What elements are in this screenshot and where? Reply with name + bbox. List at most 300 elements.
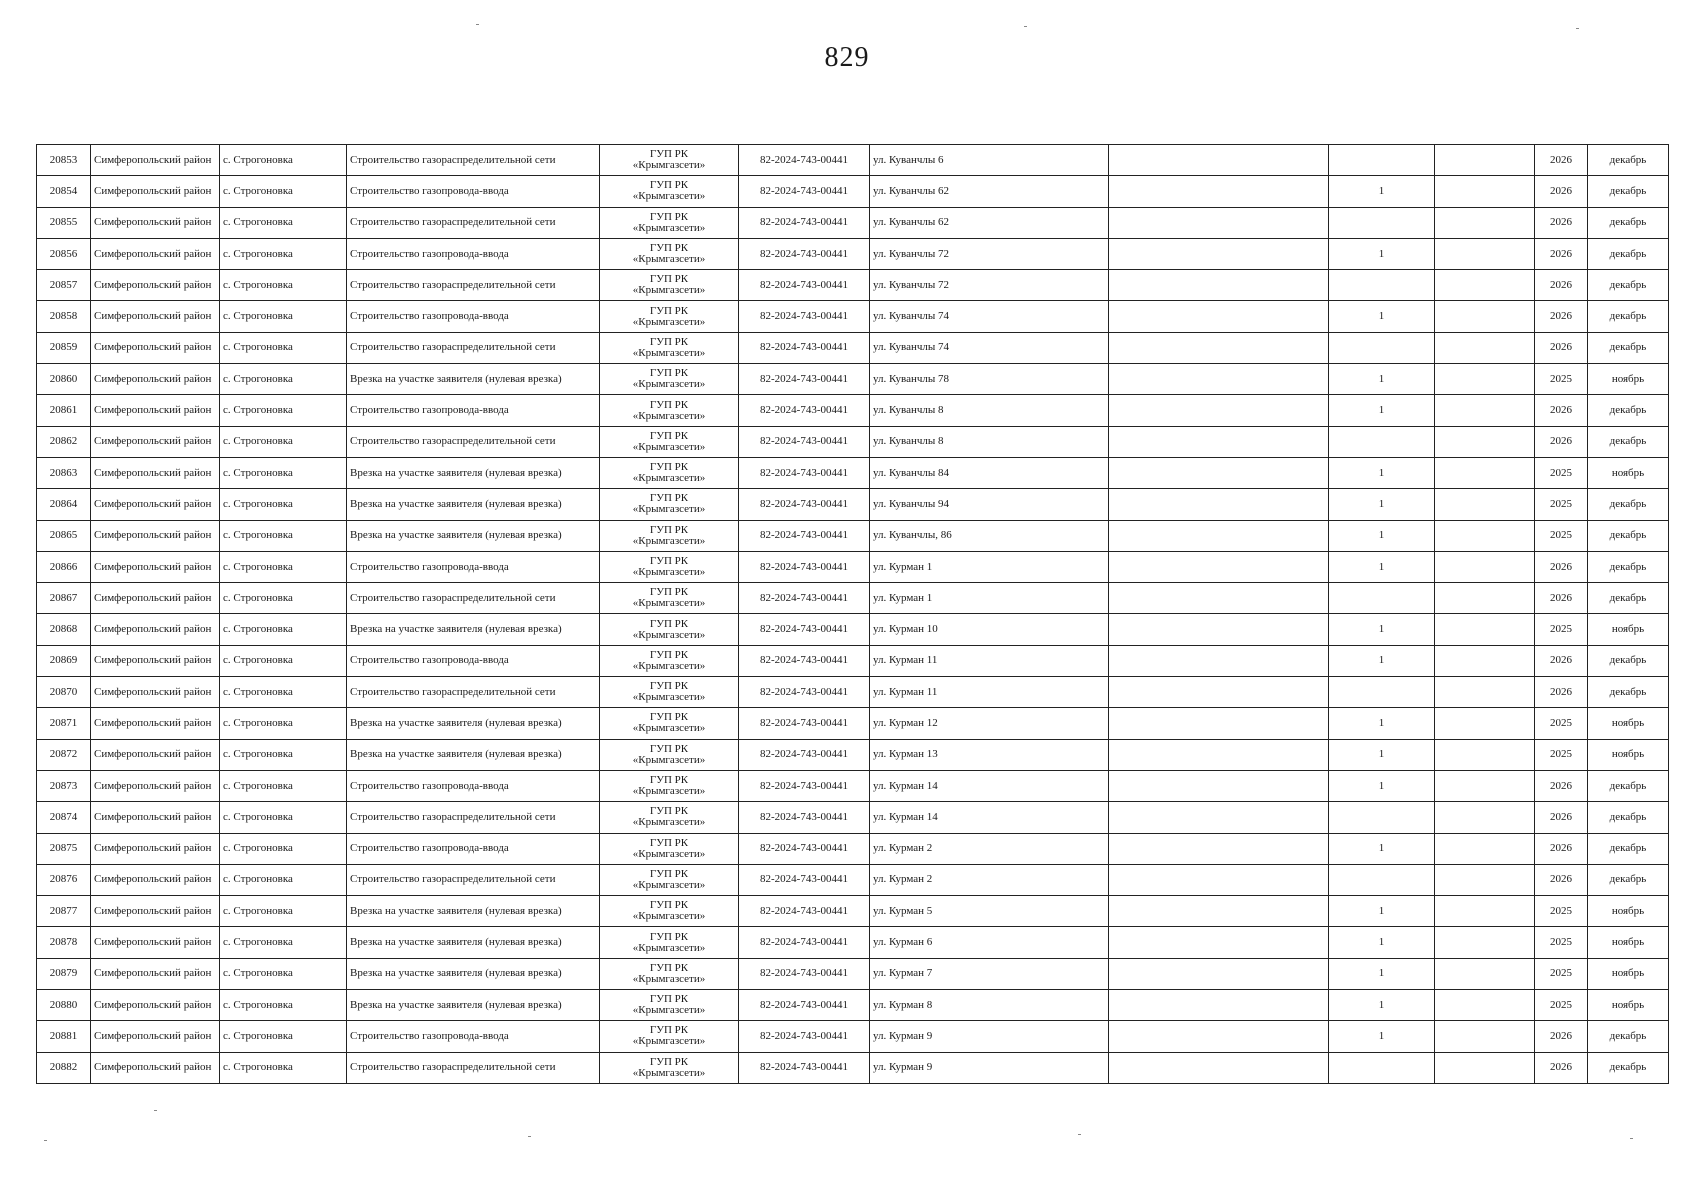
work-type-cell: Строительство газопровода-ввода [347,301,600,332]
row-number: 20874 [37,802,91,833]
organization-cell [600,395,739,426]
organization-brand: «Крымгазсети» [632,315,706,328]
organization-cell [600,270,739,301]
address-cell: ул. Куванчлы 74 [870,301,1109,332]
address-cell: ул. Куванчлы 72 [870,270,1109,301]
program-code-cell: 82-2024-743-00441 [739,896,870,927]
organization-name: ГУП РК [649,899,689,912]
month-cell: ноябрь [1588,927,1669,958]
work-type-cell: Строительство газораспределительной сети [347,802,600,833]
organization-name: ГУП РК [649,805,689,818]
organization-cell [600,207,739,238]
month-cell: декабрь [1588,833,1669,864]
district-cell: Симферопольский район [91,145,220,176]
district-cell: Симферопольский район [91,583,220,614]
organization-name: ГУП РК [649,398,689,411]
organization-brand: «Крымгазсети» [632,816,706,829]
address-cell: ул. Куванчлы 6 [870,145,1109,176]
table-row [37,614,1669,645]
work-type-cell: Врезка на участке заявителя (нулевая врезка) [347,614,600,645]
year-cell: 2026 [1535,145,1588,176]
program-code-cell: 82-2024-743-00441 [739,708,870,739]
quantity-cell [1329,207,1435,238]
village-cell: с. Строгоновка [220,958,347,989]
village-cell: с. Строгоновка [220,176,347,207]
district-cell: Симферопольский район [91,457,220,488]
district-cell: Симферопольский район [91,520,220,551]
month-cell: ноябрь [1588,896,1669,927]
address-cell: ул. Курман 14 [870,802,1109,833]
month-cell: декабрь [1588,489,1669,520]
year-cell: 2025 [1535,457,1588,488]
month-cell: декабрь [1588,551,1669,582]
year-cell: 2026 [1535,645,1588,676]
village-cell: с. Строгоновка [220,708,347,739]
village-cell: с. Строгоновка [220,426,347,457]
blank-cell [1435,864,1535,895]
table-row [37,990,1669,1021]
month-cell: ноябрь [1588,708,1669,739]
organization-cell [600,677,739,708]
organization-cell [600,145,739,176]
table-row [37,864,1669,895]
district-cell: Симферопольский район [91,238,220,269]
table-row [37,238,1669,269]
blank-cell [1109,426,1329,457]
address-cell: ул. Курман 2 [870,833,1109,864]
village-cell: с. Строгоновка [220,1021,347,1052]
row-number: 20881 [37,1021,91,1052]
program-code-cell: 82-2024-743-00441 [739,958,870,989]
year-cell: 2025 [1535,364,1588,395]
organization-brand: «Крымгазсети» [632,972,706,985]
month-cell: ноябрь [1588,958,1669,989]
work-type-cell: Строительство газопровода-ввода [347,395,600,426]
year-cell: 2026 [1535,677,1588,708]
organization-cell [600,645,739,676]
district-cell: Симферопольский район [91,990,220,1021]
organization-cell [600,1021,739,1052]
address-cell: ул. Курман 14 [870,770,1109,801]
blank-cell [1435,489,1535,520]
table-row [37,958,1669,989]
year-cell: 2026 [1535,770,1588,801]
program-code-cell: 82-2024-743-00441 [739,614,870,645]
organization-name: ГУП РК [649,711,689,724]
month-cell: декабрь [1588,426,1669,457]
table-row [37,176,1669,207]
scan-speck [1576,28,1579,29]
scan-speck [1078,1134,1081,1135]
table-row [37,551,1669,582]
scan-speck [1024,26,1027,27]
work-type-cell: Строительство газопровода-ввода [347,770,600,801]
row-number: 20873 [37,770,91,801]
blank-cell [1109,927,1329,958]
table-row [37,207,1669,238]
month-cell: декабрь [1588,176,1669,207]
blank-cell [1435,990,1535,1021]
month-cell: декабрь [1588,802,1669,833]
district-cell: Симферопольский район [91,551,220,582]
row-number: 20863 [37,457,91,488]
blank-cell [1109,1021,1329,1052]
blank-cell [1109,958,1329,989]
organization-cell [600,457,739,488]
organization-cell [600,238,739,269]
organization-cell [600,864,739,895]
work-type-cell: Строительство газораспределительной сети [347,270,600,301]
blank-cell [1435,1021,1535,1052]
month-cell: декабрь [1588,677,1669,708]
blank-cell [1435,958,1535,989]
organization-name: ГУП РК [649,492,689,505]
organization-name: ГУП РК [649,523,689,536]
month-cell: ноябрь [1588,739,1669,770]
district-cell: Симферопольский район [91,364,220,395]
blank-cell [1435,457,1535,488]
address-cell: ул. Курман 2 [870,864,1109,895]
blank-cell [1109,708,1329,739]
organization-name: ГУП РК [649,648,689,661]
month-cell: декабрь [1588,395,1669,426]
year-cell: 2025 [1535,739,1588,770]
organization-name: ГУП РК [649,836,689,849]
row-number: 20865 [37,520,91,551]
blank-cell [1109,207,1329,238]
district-cell: Симферопольский район [91,708,220,739]
table-row [37,145,1669,176]
program-code-cell: 82-2024-743-00441 [739,990,870,1021]
program-code-cell: 82-2024-743-00441 [739,645,870,676]
program-code-cell: 82-2024-743-00441 [739,489,870,520]
blank-cell [1109,332,1329,363]
organization-cell [600,301,739,332]
row-number: 20876 [37,864,91,895]
quantity-cell: 1 [1329,520,1435,551]
blank-cell [1435,583,1535,614]
work-type-cell: Врезка на участке заявителя (нулевая врезка) [347,520,600,551]
village-cell: с. Строгоновка [220,896,347,927]
work-type-cell: Врезка на участке заявителя (нулевая врезка) [347,364,600,395]
program-code-cell: 82-2024-743-00441 [739,176,870,207]
year-cell: 2025 [1535,927,1588,958]
organization-brand: «Крымгазсети» [632,409,706,422]
organization-name: ГУП РК [649,461,689,474]
blank-cell [1109,457,1329,488]
blank-cell [1109,520,1329,551]
village-cell: с. Строгоновка [220,457,347,488]
work-type-cell: Врезка на участке заявителя (нулевая врезка) [347,457,600,488]
program-code-cell: 82-2024-743-00441 [739,238,870,269]
blank-cell [1109,990,1329,1021]
village-cell: с. Строгоновка [220,583,347,614]
organization-name: ГУП РК [649,429,689,442]
blank-cell [1435,739,1535,770]
organization-brand: «Крымгазсети» [632,691,706,704]
address-cell: ул. Курман 11 [870,677,1109,708]
district-cell: Симферопольский район [91,770,220,801]
organization-cell [600,958,739,989]
month-cell: декабрь [1588,583,1669,614]
blank-cell [1109,301,1329,332]
blank-cell [1435,614,1535,645]
table-row [37,1052,1669,1083]
year-cell: 2025 [1535,896,1588,927]
address-cell: ул. Курман 6 [870,927,1109,958]
month-cell: декабрь [1588,238,1669,269]
work-type-cell: Строительство газораспределительной сети [347,207,600,238]
village-cell: с. Строгоновка [220,364,347,395]
program-code-cell: 82-2024-743-00441 [739,927,870,958]
village-cell: с. Строгоновка [220,677,347,708]
organization-name: ГУП РК [649,555,689,567]
program-code-cell: 82-2024-743-00441 [739,301,870,332]
year-cell: 2026 [1535,583,1588,614]
organization-name: ГУП РК [649,1055,689,1068]
year-cell: 2026 [1535,802,1588,833]
village-cell: с. Строгоновка [220,645,347,676]
year-cell: 2026 [1535,1021,1588,1052]
quantity-cell [1329,802,1435,833]
village-cell: с. Строгоновка [220,770,347,801]
address-cell: ул. Курман 9 [870,1021,1109,1052]
scan-speck [154,1110,157,1111]
program-code-cell: 82-2024-743-00441 [739,677,870,708]
organization-name: ГУП РК [649,242,689,255]
program-code-cell: 82-2024-743-00441 [739,770,870,801]
address-cell: ул. Куванчлы 8 [870,426,1109,457]
program-code-cell: 82-2024-743-00441 [739,864,870,895]
district-cell: Симферопольский район [91,395,220,426]
blank-cell [1109,802,1329,833]
table-row [37,520,1669,551]
village-cell: с. Строгоновка [220,207,347,238]
blank-cell [1435,395,1535,426]
row-number: 20871 [37,708,91,739]
quantity-cell: 1 [1329,364,1435,395]
address-cell: ул. Куванчлы 74 [870,332,1109,363]
work-type-cell: Строительство газораспределительной сети [347,145,600,176]
blank-cell [1109,270,1329,301]
district-cell: Симферопольский район [91,301,220,332]
blank-cell [1435,301,1535,332]
work-type-cell: Строительство газопровода-ввода [347,833,600,864]
organization-cell [600,990,739,1021]
month-cell: декабрь [1588,207,1669,238]
quantity-cell: 1 [1329,457,1435,488]
organization-name: ГУП РК [649,867,689,880]
work-type-cell: Врезка на участке заявителя (нулевая врезка) [347,489,600,520]
district-cell: Симферопольский район [91,332,220,363]
organization-name: ГУП РК [649,335,689,348]
district-cell: Симферопольский район [91,802,220,833]
year-cell: 2025 [1535,614,1588,645]
district-cell: Симферопольский район [91,833,220,864]
quantity-cell [1329,426,1435,457]
organization-brand: «Крымгазсети» [632,472,706,485]
district-cell: Симферопольский район [91,426,220,457]
address-cell: ул. Курман 12 [870,708,1109,739]
organization-cell [600,770,739,801]
row-number: 20868 [37,614,91,645]
quantity-cell: 1 [1329,927,1435,958]
row-number: 20866 [37,551,91,582]
blank-cell [1435,520,1535,551]
blank-cell [1109,238,1329,269]
quantity-cell: 1 [1329,708,1435,739]
organization-brand: «Крымгазсети» [632,159,706,172]
organization-name: ГУП РК [649,586,689,599]
district-cell: Симферопольский район [91,1021,220,1052]
organization-name: ГУП РК [649,367,689,380]
organization-brand: «Крымгазсети» [632,440,706,453]
year-cell: 2025 [1535,520,1588,551]
organization-brand: «Крымгазсети» [632,378,706,391]
month-cell: ноябрь [1588,990,1669,1021]
quantity-cell: 1 [1329,176,1435,207]
table-row [37,739,1669,770]
month-cell: ноябрь [1588,457,1669,488]
row-number: 20879 [37,958,91,989]
year-cell: 2025 [1535,708,1588,739]
district-cell: Симферопольский район [91,176,220,207]
year-cell: 2025 [1535,489,1588,520]
village-cell: с. Строгоновка [220,551,347,582]
organization-name: ГУП РК [649,680,689,693]
row-number: 20853 [37,145,91,176]
blank-cell [1109,739,1329,770]
address-cell: ул. Куванчлы 72 [870,238,1109,269]
month-cell: ноябрь [1588,614,1669,645]
organization-cell [600,739,739,770]
month-cell: декабрь [1588,1021,1669,1052]
organization-name: ГУП РК [649,273,689,286]
organization-name: ГУП РК [649,148,689,161]
village-cell: с. Строгоновка [220,301,347,332]
blank-cell [1435,426,1535,457]
organization-name: ГУП РК [649,742,689,755]
organization-brand: «Крымгазсети» [632,566,706,578]
table-row [37,708,1669,739]
organization-brand: «Крымгазсети» [632,597,706,610]
row-number: 20869 [37,645,91,676]
organization-name: ГУП РК [649,1024,689,1037]
address-cell: ул. Курман 1 [870,583,1109,614]
program-code-cell: 82-2024-743-00441 [739,426,870,457]
district-cell: Симферопольский район [91,958,220,989]
organization-brand: «Крымгазсети» [632,910,706,923]
work-type-cell: Врезка на участке заявителя (нулевая врезка) [347,896,600,927]
quantity-cell: 1 [1329,770,1435,801]
program-code-cell: 82-2024-743-00441 [739,332,870,363]
program-code-cell: 82-2024-743-00441 [739,364,870,395]
row-number: 20878 [37,927,91,958]
organization-cell [600,802,739,833]
year-cell: 2026 [1535,176,1588,207]
year-cell: 2025 [1535,990,1588,1021]
quantity-cell [1329,1052,1435,1083]
village-cell: с. Строгоновка [220,990,347,1021]
organization-cell [600,583,739,614]
blank-cell [1109,583,1329,614]
organization-cell [600,332,739,363]
table-row [37,677,1669,708]
blank-cell [1435,176,1535,207]
row-number: 20856 [37,238,91,269]
village-cell: с. Строгоновка [220,833,347,864]
village-cell: с. Строгоновка [220,395,347,426]
scan-speck [1630,1138,1633,1139]
blank-cell [1109,864,1329,895]
blank-cell [1109,770,1329,801]
village-cell: с. Строгоновка [220,270,347,301]
organization-brand: «Крымгазсети» [632,722,706,735]
year-cell: 2026 [1535,426,1588,457]
year-cell: 2026 [1535,551,1588,582]
year-cell: 2026 [1535,1052,1588,1083]
address-cell: ул. Курман 1 [870,551,1109,582]
organization-cell [600,896,739,927]
address-cell: ул. Курман 5 [870,896,1109,927]
work-type-cell: Строительство газораспределительной сети [347,864,600,895]
blank-cell [1109,145,1329,176]
blank-cell [1435,332,1535,363]
blank-cell [1435,802,1535,833]
quantity-cell: 1 [1329,990,1435,1021]
blank-cell [1435,145,1535,176]
blank-cell [1435,770,1535,801]
work-type-cell: Строительство газораспределительной сети [347,426,600,457]
blank-cell [1435,927,1535,958]
table-row [37,332,1669,363]
organization-name: ГУП РК [649,304,689,317]
blank-cell [1435,238,1535,269]
blank-cell [1435,207,1535,238]
table-row [37,802,1669,833]
organization-cell [600,364,739,395]
village-cell: с. Строгоновка [220,332,347,363]
row-number: 20854 [37,176,91,207]
organization-brand: «Крымгазсети» [632,659,706,672]
blank-cell [1435,708,1535,739]
table-row [37,645,1669,676]
address-cell: ул. Куванчлы 94 [870,489,1109,520]
table-row [37,395,1669,426]
work-type-cell: Врезка на участке заявителя (нулевая врезка) [347,958,600,989]
organization-brand: «Крымгазсети» [632,1004,706,1017]
table-row [37,364,1669,395]
quantity-cell [1329,270,1435,301]
blank-cell [1109,614,1329,645]
table-row [37,457,1669,488]
work-type-cell: Врезка на участке заявителя (нулевая врезка) [347,708,600,739]
row-number: 20867 [37,583,91,614]
blank-cell [1109,364,1329,395]
program-code-cell: 82-2024-743-00441 [739,802,870,833]
table-row [37,770,1669,801]
quantity-cell: 1 [1329,645,1435,676]
district-cell: Симферопольский район [91,864,220,895]
blank-cell [1435,364,1535,395]
table-row [37,270,1669,301]
organization-name: ГУП РК [649,993,689,1006]
organization-name: ГУП РК [649,930,689,943]
blank-cell [1109,645,1329,676]
village-cell: с. Строгоновка [220,520,347,551]
village-cell: с. Строгоновка [220,1052,347,1083]
organization-cell [600,614,739,645]
